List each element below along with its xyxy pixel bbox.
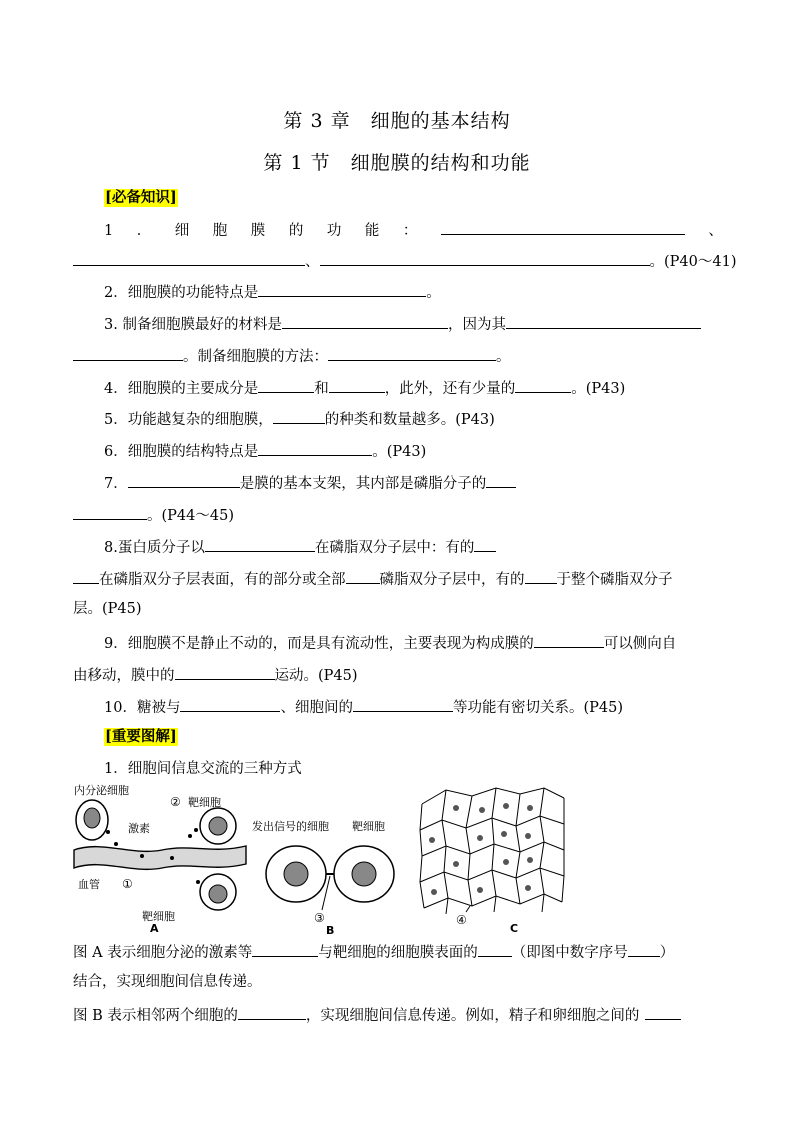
figure-b xyxy=(252,818,402,934)
fb-b: ，实现细胞间信息传递。例如，精子和卵细胞之间的 xyxy=(305,1008,640,1024)
q8-d: 磷脂双分子层中，有的 xyxy=(379,572,525,588)
q1-char: 胞 xyxy=(212,223,228,239)
label-signal-cell: 发出信号的细胞 xyxy=(252,820,329,833)
q4-a: 4．细胞膜的主要成分是 xyxy=(104,381,259,397)
answer-blank[interactable] xyxy=(258,377,314,393)
label-hormone: 激素 xyxy=(128,822,150,835)
q9-d: 运动。(P45) xyxy=(274,668,358,684)
hormone-dot xyxy=(188,834,192,838)
answer-blank[interactable] xyxy=(320,250,650,266)
q1-char: 的 xyxy=(288,223,304,239)
question-9-line2 xyxy=(73,664,723,686)
label-target-b: 靶细胞 xyxy=(352,820,385,833)
q8-c: 在磷脂双分子层表面，有的部分或全部 xyxy=(99,572,346,588)
label-num2: ② xyxy=(170,795,181,809)
q7-a: 7． xyxy=(104,476,128,492)
hormone-dot xyxy=(114,842,118,846)
answer-blank[interactable] xyxy=(258,281,426,297)
blood-vessel xyxy=(74,846,246,869)
target-nucleus-2 xyxy=(209,885,227,903)
answer-blank[interactable] xyxy=(525,568,557,584)
answer-blank[interactable] xyxy=(506,313,701,329)
answer-blank[interactable] xyxy=(486,472,516,488)
question-6 xyxy=(104,440,723,462)
fa-b: 与靶细胞的细胞膜表面的 xyxy=(318,945,478,961)
q4-d: 。(P43) xyxy=(571,381,626,397)
answer-blank[interactable] xyxy=(478,941,512,957)
label-num1: ① xyxy=(122,877,133,891)
q3-cont: 。制备细胞膜的方法： xyxy=(183,349,328,365)
q9-b: 可以侧向自 xyxy=(603,636,677,652)
hormone-dot xyxy=(140,854,144,858)
answer-blank[interactable] xyxy=(175,664,275,680)
q10-a: 10．糖被与 xyxy=(104,700,181,716)
figure-c xyxy=(416,784,568,934)
section-title: 第 1 节 细胞膜的结构和功能 xyxy=(263,152,531,174)
q1-char: 能 xyxy=(364,223,380,239)
answer-blank[interactable] xyxy=(180,696,280,712)
q10-c: 等功能有密切关系。(P45) xyxy=(452,700,623,716)
endocrine-nucleus xyxy=(84,808,100,828)
label-target2: 靶细胞 xyxy=(142,910,175,923)
label-vessel: 血管 xyxy=(78,878,100,891)
label-num4: ④ xyxy=(456,913,467,927)
answer-blank[interactable] xyxy=(328,345,496,361)
question-2 xyxy=(104,281,723,303)
question-4 xyxy=(104,377,723,399)
q8-e: 于整个磷脂双分子 xyxy=(556,572,673,588)
q3-mid: ，因为其 xyxy=(447,317,506,333)
plant-cell-grid xyxy=(420,788,564,914)
q7-b: 是膜的基本支架，其内部是磷脂分子的 xyxy=(239,476,487,492)
fa-c: （即图中数字序号 xyxy=(511,945,628,961)
q8-f: 层。(P45) xyxy=(73,601,142,617)
fb-a: 图 B 表示相邻两个细胞的 xyxy=(73,1008,238,1024)
answer-blank[interactable] xyxy=(73,345,183,361)
answer-blank[interactable] xyxy=(205,536,315,552)
answer-blank[interactable] xyxy=(73,504,147,520)
answer-blank[interactable] xyxy=(252,941,318,957)
q2-text: 2．细胞膜的功能特点是 xyxy=(104,285,259,301)
q8-a: 8.蛋白质分子以 xyxy=(104,540,205,556)
q3-text: 3. 制备细胞膜最好的材料是 xyxy=(104,317,282,333)
diagram-item-1: 1．细胞间信息交流的三种方式 xyxy=(104,761,302,777)
answer-blank[interactable] xyxy=(441,219,685,235)
question-8-line3 xyxy=(73,599,723,619)
diagrams-heading: [重要图解] xyxy=(105,728,177,745)
question-8 xyxy=(104,536,723,558)
question-3-line2 xyxy=(73,345,723,367)
q4-c: ，此外，还有少量的 xyxy=(384,381,516,397)
question-1-line xyxy=(104,219,723,241)
question-9 xyxy=(104,632,723,654)
q1-char: 1 xyxy=(104,223,114,239)
answer-blank[interactable] xyxy=(282,313,448,329)
q2-end: 。 xyxy=(426,285,441,301)
answer-blank[interactable] xyxy=(73,568,99,584)
question-7-line2 xyxy=(73,504,723,526)
q8-b: 在磷脂双分子层中：有的 xyxy=(314,540,475,556)
question-8-line2 xyxy=(73,568,723,590)
answer-blank[interactable] xyxy=(128,472,240,488)
q7-c: 。(P44～45) xyxy=(147,508,234,524)
q10-b: 、细胞间的 xyxy=(280,700,353,716)
q1-char: 功 xyxy=(326,223,342,239)
signal-nucleus xyxy=(284,862,308,886)
answer-blank[interactable] xyxy=(238,1004,306,1020)
question-7 xyxy=(104,472,723,494)
figure-a-description-2: 结合，实现细胞间信息传递。 xyxy=(73,974,262,990)
q1-sep: 、 xyxy=(708,223,723,239)
question-3 xyxy=(104,313,723,335)
target-nucleus-b xyxy=(352,862,376,886)
label-target: 靶细胞 xyxy=(188,796,221,809)
label-endocrine: 内分泌细胞 xyxy=(74,784,129,797)
figure-a-svg xyxy=(72,784,248,934)
hormone-dot xyxy=(194,828,198,832)
figure-b-svg xyxy=(252,818,402,934)
q1-sep2: 、 xyxy=(305,254,320,270)
question-5 xyxy=(104,408,723,430)
q9-a: 9．细胞膜不是静止不动的，而是具有流动性，主要表现为构成膜的 xyxy=(104,636,534,652)
q5-a: 5．功能越复杂的细胞膜， xyxy=(104,412,273,428)
label-a: A xyxy=(150,922,159,934)
answer-blank[interactable] xyxy=(628,941,660,957)
q1-char: ： xyxy=(402,223,418,239)
answer-blank[interactable] xyxy=(515,377,571,393)
pointer-line-c xyxy=(466,906,470,912)
figure-a xyxy=(72,784,248,934)
q1-char: ． xyxy=(136,223,152,239)
answer-blank[interactable] xyxy=(353,696,453,712)
hormone-dot xyxy=(170,856,174,860)
question-10 xyxy=(104,696,723,718)
target-nucleus xyxy=(209,817,227,835)
label-b: B xyxy=(326,924,335,934)
q6-b: 。(P43) xyxy=(372,444,427,460)
q3-end: 。 xyxy=(496,349,511,365)
figure-c-svg xyxy=(416,784,568,934)
must-know-heading: [必备知识] xyxy=(105,189,177,206)
chapter-title: 第 3 章 细胞的基本结构 xyxy=(283,110,511,132)
q1-ref: 。(P40～41) xyxy=(649,254,737,270)
answer-blank[interactable] xyxy=(645,1004,681,1020)
label-c: C xyxy=(510,922,519,934)
q1-char: 膜 xyxy=(250,223,266,239)
label-num3: ③ xyxy=(314,911,325,925)
fa-d: ） xyxy=(659,945,675,961)
q5-b: 的种类和数量越多。(P43) xyxy=(324,412,495,428)
question-1-line2 xyxy=(73,250,737,272)
answer-blank[interactable] xyxy=(346,568,380,584)
answer-blank[interactable] xyxy=(273,408,325,424)
answer-blank[interactable] xyxy=(73,250,305,266)
q9-c: 由移动，膜中的 xyxy=(73,668,175,684)
answer-blank[interactable] xyxy=(329,377,385,393)
q1-char: 细 xyxy=(174,223,190,239)
hormone-dot xyxy=(196,880,200,884)
q4-b: 和 xyxy=(314,381,329,397)
figure-a-description xyxy=(73,941,723,963)
q6-a: 6．细胞膜的结构特点是 xyxy=(104,444,259,460)
answer-blank[interactable] xyxy=(534,632,604,648)
answer-blank[interactable] xyxy=(258,440,372,456)
fa-a: 图 A 表示细胞分泌的激素等 xyxy=(73,945,253,961)
figure-b-description xyxy=(73,1004,723,1026)
hormone-dot xyxy=(106,830,110,834)
answer-blank[interactable] xyxy=(474,536,496,552)
